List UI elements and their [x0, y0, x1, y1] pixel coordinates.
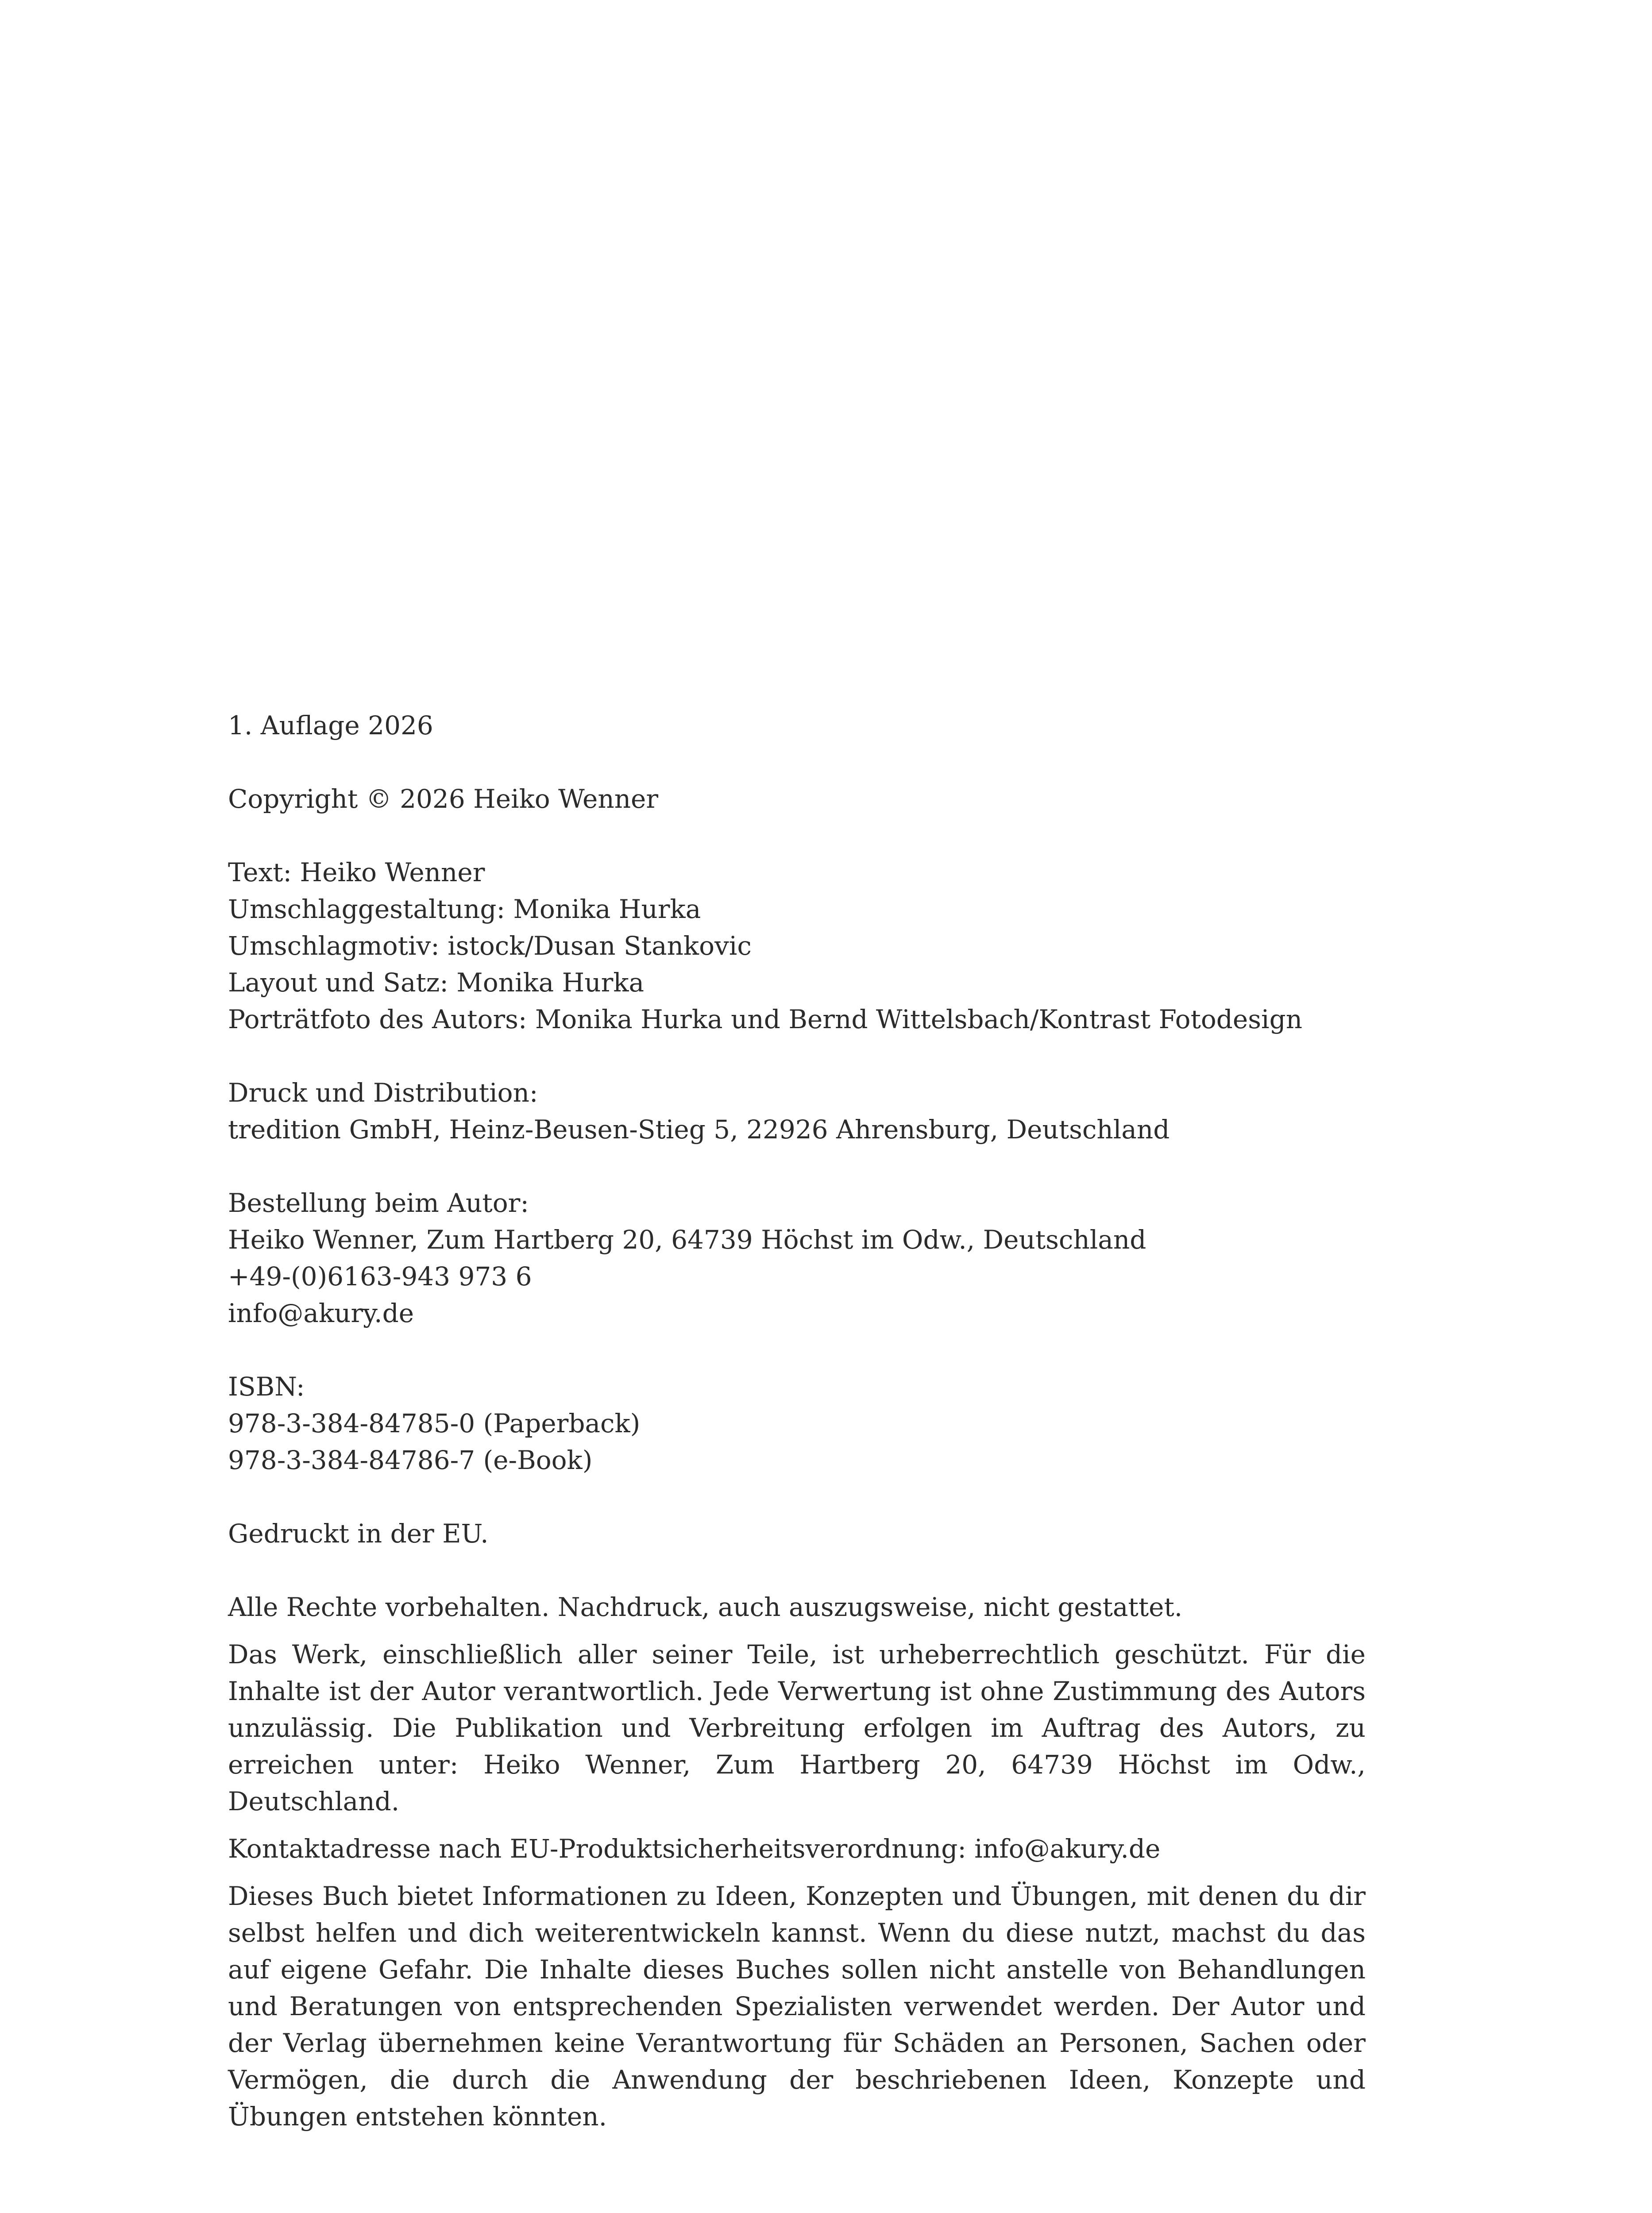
order-email: info@akury.de: [228, 1298, 414, 1328]
isbn-ebook: 978-3-384-84786-7 (e-Book): [228, 1445, 593, 1475]
isbn: [228, 1369, 1366, 1479]
contact-notice: Kontaktadresse nach EU-Produktsicherheitsverordnung: info@akury.de: [228, 1834, 1161, 1864]
credits: [228, 854, 1366, 1038]
distribution: [228, 1075, 1366, 1148]
legal-notice: Das Werk, einschließlich aller seiner Teile, ist urheberrechtlich geschützt. Für die Inhalte ist der Autor verantwortlich. Jede Verwertung ist ohne Zustimmung des Autors unzulässig. Die Publikation und Verbreitung erfolgen im Auftrag des Autors, zu erreichen unter: Heiko Wenner, Zum Hartberg 20, 64739 Höchst im Odw., Deutschland.: [228, 1639, 1366, 1816]
distribution-heading: Druck und Distribution:: [228, 1078, 538, 1108]
distribution-address: tredition GmbH, Heinz-Beusen-Stieg 5, 22926 Ahrensburg, Deutschland: [228, 1114, 1170, 1145]
disclaimer: Dieses Buch bietet Informationen zu Ideen, Konzepten und Übungen, mit denen du dir selbst helfen und dich weiterentwickeln kannst. Wenn du diese nutzt, machst du das auf eigene Gefahr. Die Inhalte dieses Buches sollen nicht anstelle von Behandlungen und Beratungen von entsprechenden Spezialisten verwendet werden. Der Autor und der Verlag übernehmen keine Verantwortung für Schäden an Personen, Sachen oder Vermögen, die durch die Anwendung der beschriebenen Ideen, Konzepte und Übungen entstehen könnten.: [228, 1881, 1366, 2132]
order-address: Heiko Wenner, Zum Hartberg 20, 64739 Höchst im Odw., Deutschland: [228, 1225, 1146, 1255]
order-phone: +49-(0)6163-943 973 6: [228, 1261, 532, 1292]
order: [228, 1185, 1366, 1332]
printed-in: Gedruckt in der EU.: [228, 1519, 489, 1549]
credit-text: Text: Heiko Wenner: [228, 857, 485, 887]
isbn-heading: ISBN:: [228, 1372, 305, 1402]
credit-cover-design: Umschlaggestaltung: Monika Hurka: [228, 894, 701, 924]
edition: 1. Auflage 2026: [228, 710, 433, 740]
copyright: Copyright © 2026 Heiko Wenner: [228, 784, 659, 814]
imprint-page: [228, 707, 1366, 2135]
credit-portrait: Porträtfoto des Autors: Monika Hurka und Bernd Wittelsbach/Kontrast Fotodesign: [228, 1004, 1303, 1034]
rights-notice: Alle Rechte vorbehalten. Nachdruck, auch auszugsweise, nicht gestattet.: [228, 1592, 1183, 1622]
isbn-paperback: 978-3-384-84785-0 (Paperback): [228, 1408, 641, 1438]
credit-layout: Layout und Satz: Monika Hurka: [228, 968, 645, 998]
credit-cover-image: Umschlagmotiv: istock/Dusan Stankovic: [228, 931, 752, 961]
order-heading: Bestellung beim Autor:: [228, 1188, 529, 1218]
